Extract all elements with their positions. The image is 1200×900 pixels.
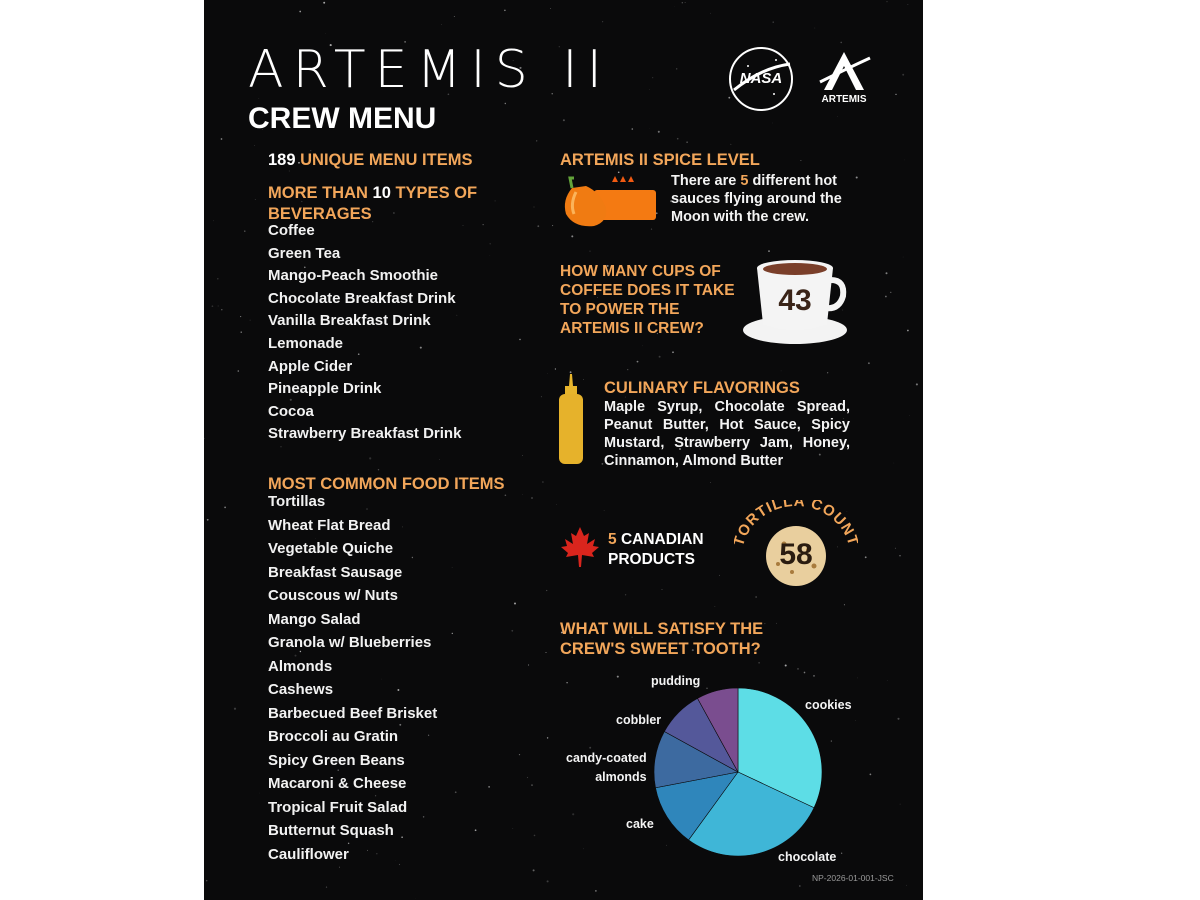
food-item: Cauliflower [268,845,349,863]
poster [204,0,923,900]
canadian-products: 5 CANADIAN PRODUCTS [608,531,704,568]
nasa-logo: NASA [728,46,794,112]
unique-items-heading: 189 UNIQUE MENU ITEMS [268,151,473,169]
pie-label-cake: cake [626,817,654,831]
food-item: Macaroni & Cheese [268,775,407,792]
beverage-item: Apple Cider [268,357,353,375]
flavorings-heading: CULINARY FLAVORINGS [604,379,800,397]
coffee-cup-icon: 43 [741,254,851,348]
flavorings-line: Maple Syrup, Chocolate Spread, [604,399,850,415]
spice-heading: ARTEMIS II SPICE LEVEL [560,151,760,169]
pie-label-pudding: pudding [651,674,701,688]
beverage-item: Green Tea [268,244,341,262]
food-item: Butternut Squash [268,822,394,839]
food-item: Cashews [268,681,334,698]
beverage-item: Coffee [268,222,315,239]
beverage-item: Vanilla Breakfast Drink [268,312,431,330]
coffee-question: HOW MANY CUPS OF COFFEE DOES IT TAKE TO POWER THE ARTEMIS II CREW? [560,263,735,337]
flavorings-line: Cinnamon, Almond Butter [604,453,784,469]
pie-label-cobbler: cobbler [616,713,662,727]
sweet-tooth-pie-chart [204,0,923,900]
beverage-item: Lemonade [268,335,344,352]
food-item: Wheat Flat Bread [268,516,391,534]
beverage-item: Strawberry Breakfast Drink [268,425,462,443]
food-item: Granola w/ Blueberries [268,634,432,651]
food-item: Broccoli au Gratin [268,728,399,745]
food-item: Almonds [268,657,333,675]
svg-text:TORTILLA COUNT: ORTILLA COUN [734,500,858,540]
food-item: Mango Salad [268,610,361,628]
beverage-item: Mango-Peach Smoothie [268,267,439,285]
food-item: Breakfast Sausage [268,563,403,581]
food-item: Spicy Green Beans [268,751,405,769]
spice-text: There are 5 different hot sauces flying around the Moon with the crew. [671,173,842,225]
flavorings-line: Peanut Butter, Hot Sauce, Spicy [604,417,850,433]
pie-label-cookies: cookies [805,698,852,712]
flavorings-line: Mustard, Strawberry Jam, Honey, [604,435,850,451]
pie-label-chocolate: chocolate [778,850,837,864]
artemis-logo: ARTEMIS [812,48,876,110]
food-item: Tortillas [268,493,326,510]
page-title: ARTEMIS II [248,40,611,100]
beverage-item: Cocoa [268,402,314,420]
food-item: Barbecued Beef Brisket [268,704,438,722]
pie-label-candy-coated-almonds: candy-coated almonds [566,751,647,784]
footer-code: NP-2026-01-001-JSC [812,873,894,883]
food-item: Couscous w/ Nuts [268,587,399,604]
page-subtitle: CREW MENU [248,102,437,135]
beverage-item: Pineapple Drink [268,380,382,398]
beverage-item: Chocolate Breakfast Drink [268,289,456,307]
food-heading: MOST COMMON FOOD ITEMS [268,475,505,493]
food-item: Tropical Fruit Salad [268,798,408,816]
beverages-heading: MORE THAN 10 TYPES OF BEVERAGES [268,184,478,223]
sweet-tooth-heading: WHAT WILL SATISFY THE CREW'S SWEET TOOTH? [560,620,764,658]
tortilla-count-badge: ORTILLA COUN 58 [734,500,858,588]
food-item: Vegetable Quiche [268,540,394,557]
